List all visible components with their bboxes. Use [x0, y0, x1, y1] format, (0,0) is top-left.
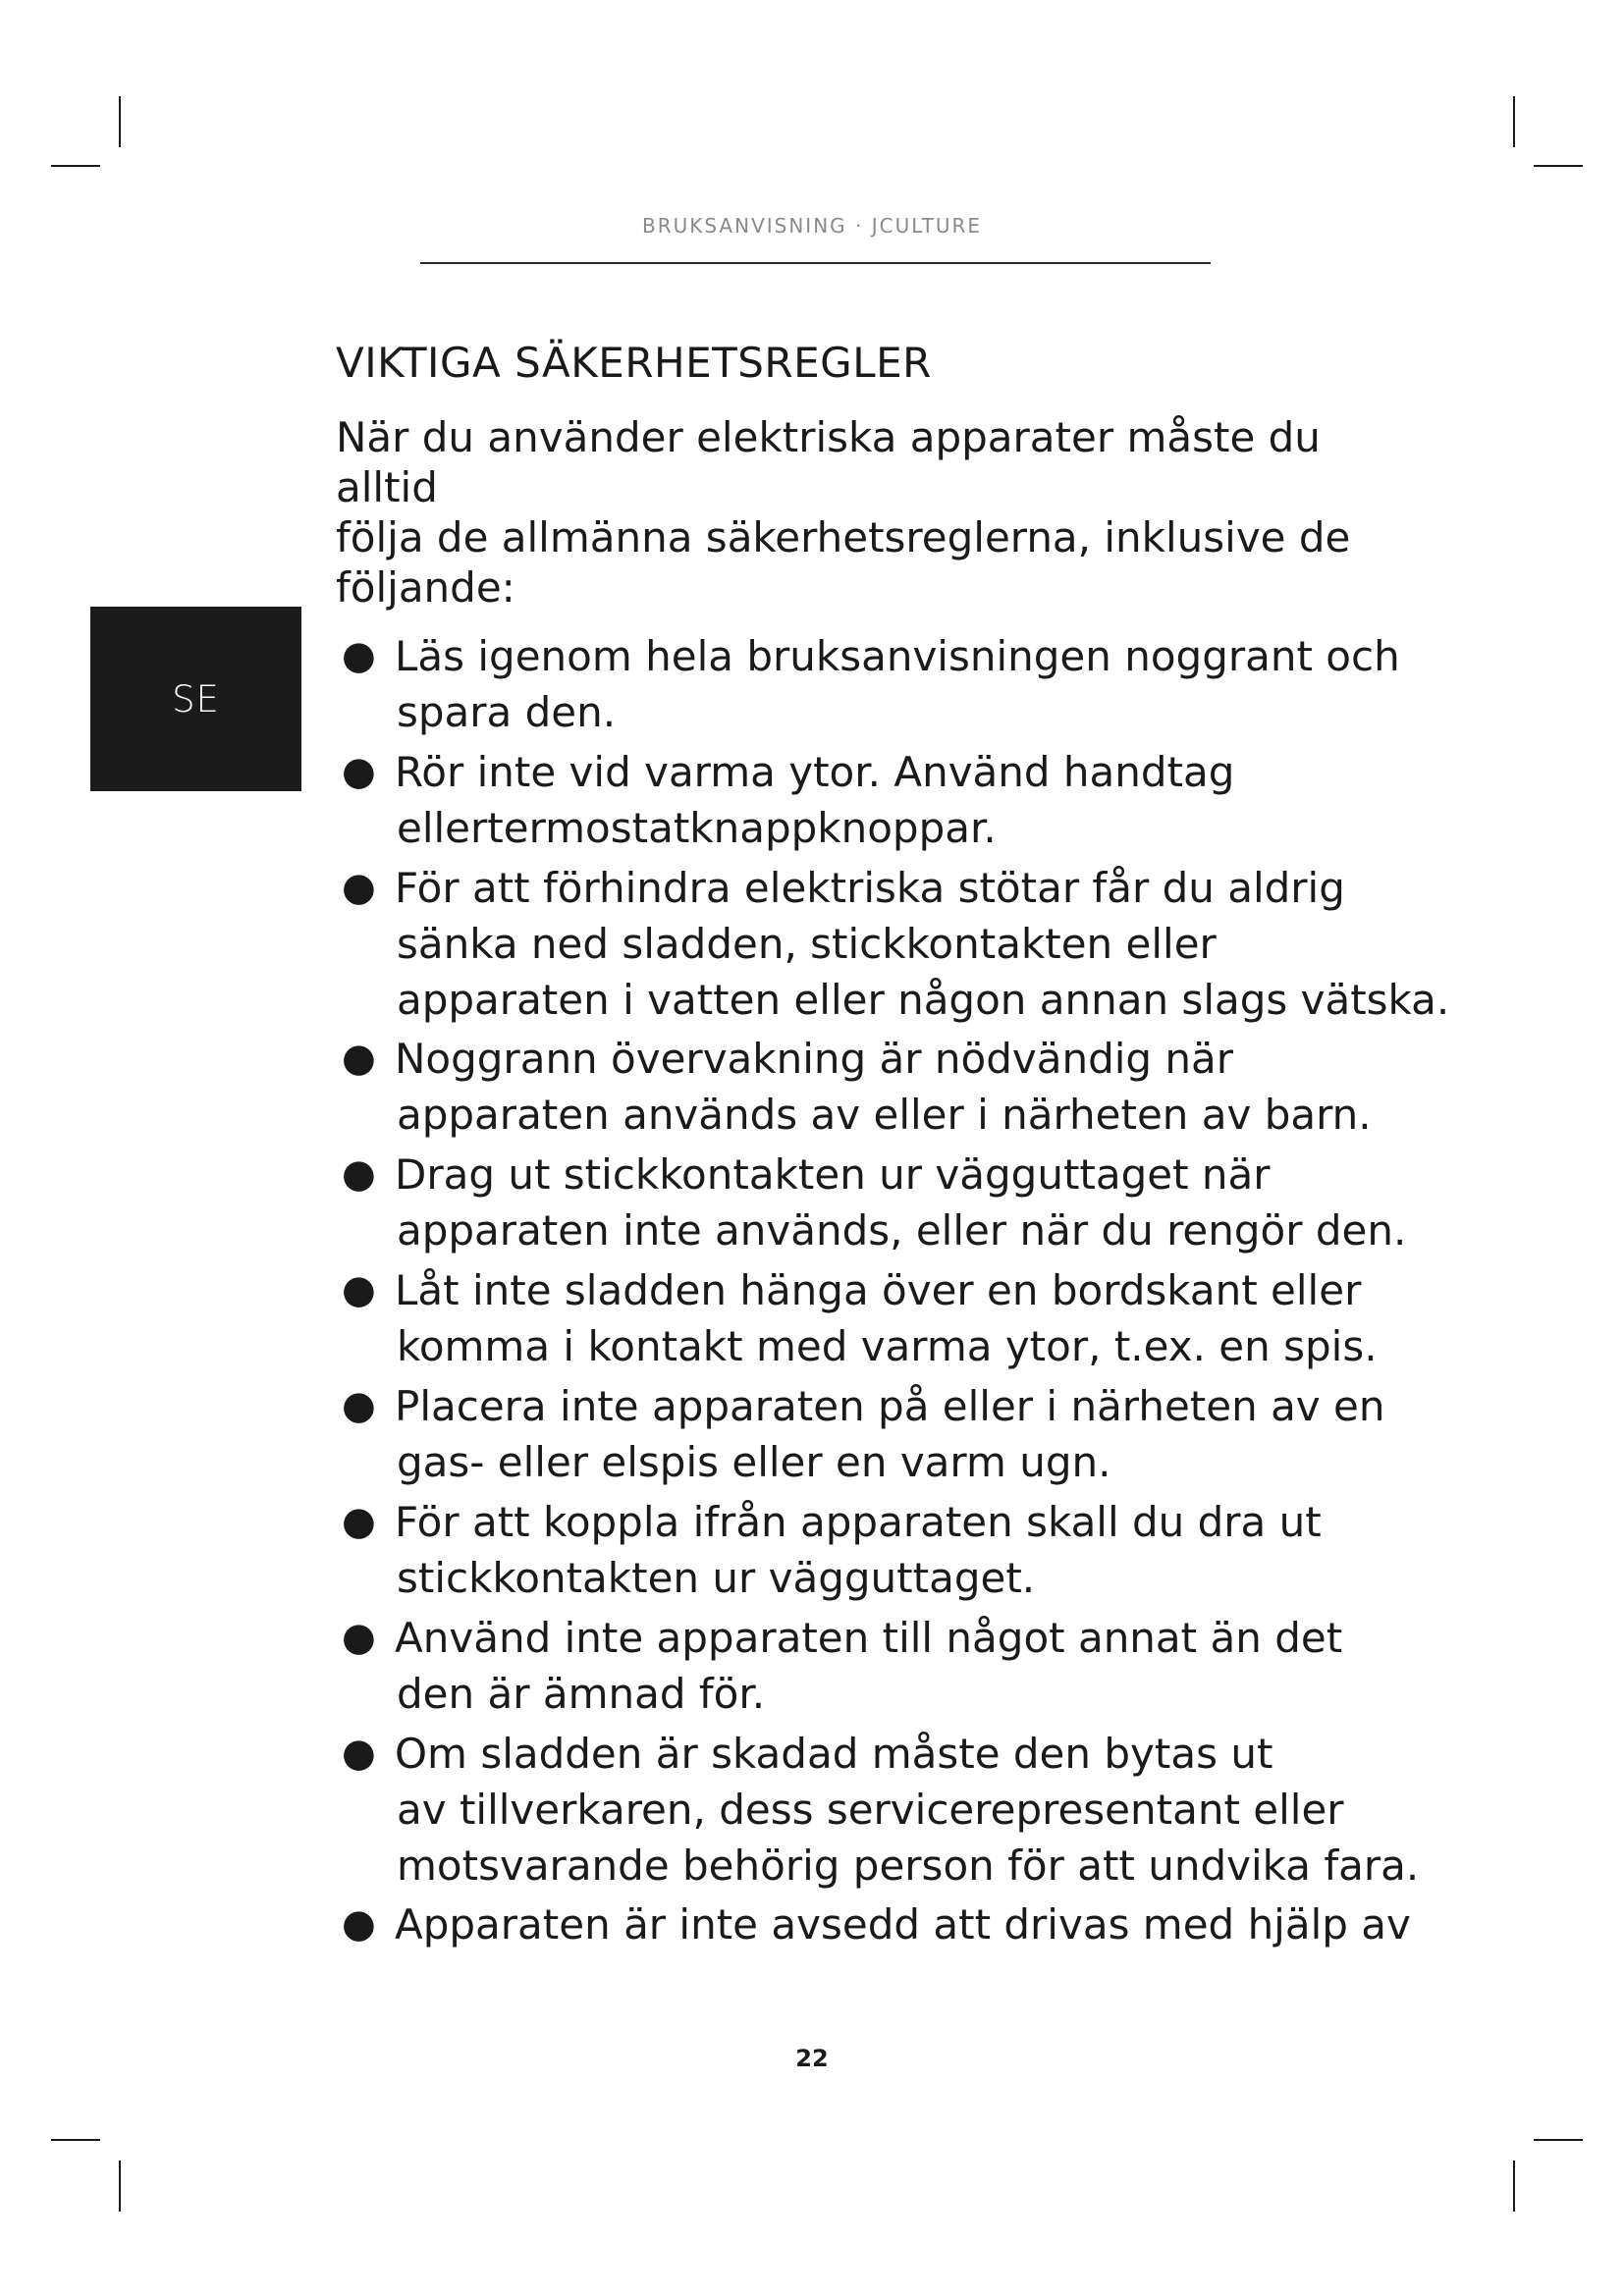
list-item-line: komma i kontakt med varma ytor, t.ex. en spis.: [397, 1322, 1378, 1370]
list-item-line: Använd inte apparaten till något annat än det: [395, 1614, 1343, 1662]
bullet-icon: ●: [342, 865, 376, 910]
list-item-line: Drag ut stickkontakten ur vägguttaget när: [395, 1150, 1271, 1199]
list-item-line: Låt inte sladden hänga över en bordskant eller: [395, 1266, 1362, 1314]
bullet-icon: ●: [342, 749, 376, 794]
list-item-line: Noggrann övervakning är nödvändig när: [395, 1035, 1234, 1083]
language-tab: [90, 607, 301, 791]
list-item: [336, 1262, 1435, 1378]
page-number: 22: [795, 2045, 829, 2072]
list-item: [336, 1726, 1435, 1896]
list-item-line: Läs igenom hela bruksanvisningen noggrant och: [395, 632, 1400, 680]
crop-mark-bottom-left-horizontal: [51, 2139, 100, 2141]
list-item: [336, 1610, 1435, 1726]
bullet-icon: ●: [342, 1615, 376, 1660]
running-header: BRUKSANVISNING · JCULTURE: [641, 214, 983, 238]
list-item-line: Placera inte apparaten på eller i närheten av en: [395, 1382, 1385, 1430]
list-item-line: motsvarande behörig person för att undvika fara.: [397, 1842, 1420, 1890]
section-title: VIKTIGA SÄKERHETSREGLER: [336, 339, 932, 387]
crop-mark-top-left-horizontal: [51, 165, 100, 167]
crop-mark-top-left-vertical: [119, 96, 121, 147]
list-item-line: den är ämnad för.: [397, 1670, 766, 1718]
list-item-line: För att koppla ifrån apparaten skall du dra ut: [395, 1498, 1322, 1546]
crop-mark-top-right-vertical: [1513, 96, 1515, 147]
list-item-line: För att förhindra elektriska stötar får du aldrig: [395, 864, 1345, 912]
safety-rules-list: [336, 628, 1450, 1955]
list-item-line: apparaten i vatten eller någon annan slags vätska.: [397, 976, 1450, 1024]
bullet-icon: ●: [342, 1267, 376, 1312]
bullet-icon: ●: [342, 1731, 376, 1776]
list-item-line: ellertermostatknappknoppar.: [397, 804, 997, 852]
list-item-line: gas- eller elspis eller en varm ugn.: [397, 1438, 1111, 1486]
bullet-icon: ●: [342, 633, 376, 678]
bullet-icon: ●: [342, 1901, 376, 1947]
list-item: [336, 1494, 1435, 1610]
list-item-line: apparaten används av eller i närheten av barn.: [397, 1091, 1372, 1139]
list-item-line: stickkontakten ur vägguttaget.: [397, 1554, 1036, 1602]
intro-line: följande:: [336, 563, 515, 612]
list-item-line: Om sladden är skadad måste den bytas ut: [395, 1730, 1273, 1778]
list-item: [336, 1031, 1435, 1147]
list-item: [336, 628, 1435, 744]
list-item-line: apparaten inte används, eller när du rengör den.: [397, 1206, 1407, 1255]
crop-mark-bottom-right-horizontal: [1534, 2139, 1583, 2141]
bullet-icon: ●: [342, 1151, 376, 1197]
list-item-line: Rör inte vid varma ytor. Använd handtag: [395, 748, 1235, 796]
intro-line: När du använder elektriska apparater måste du alltid: [336, 413, 1321, 511]
list-item-line: spara den.: [397, 688, 617, 736]
list-item: [336, 744, 1435, 860]
crop-mark-bottom-right-vertical: [1513, 2161, 1515, 2212]
crop-mark-top-right-horizontal: [1534, 165, 1583, 167]
list-item: [336, 1378, 1435, 1494]
list-item-line: sänka ned sladden, stickkontakten eller: [397, 920, 1217, 968]
bullet-icon: ●: [342, 1499, 376, 1544]
list-item: [336, 1896, 1435, 1955]
bullet-icon: ●: [342, 1036, 376, 1081]
list-item: [336, 860, 1450, 1031]
intro-line: följa de allmänna säkerhetsreglerna, inklusive de: [336, 513, 1351, 561]
list-item-line: Apparaten är inte avsedd att drivas med hjälp av: [395, 1900, 1411, 1949]
bullet-icon: ●: [342, 1383, 376, 1428]
list-item: [336, 1147, 1435, 1262]
intro-paragraph: [336, 412, 1416, 613]
header-divider: [420, 262, 1211, 264]
crop-mark-bottom-left-vertical: [119, 2161, 121, 2212]
language-code: SE: [172, 677, 220, 721]
list-item-line: av tillverkaren, dess servicerepresentant eller: [397, 1786, 1344, 1834]
